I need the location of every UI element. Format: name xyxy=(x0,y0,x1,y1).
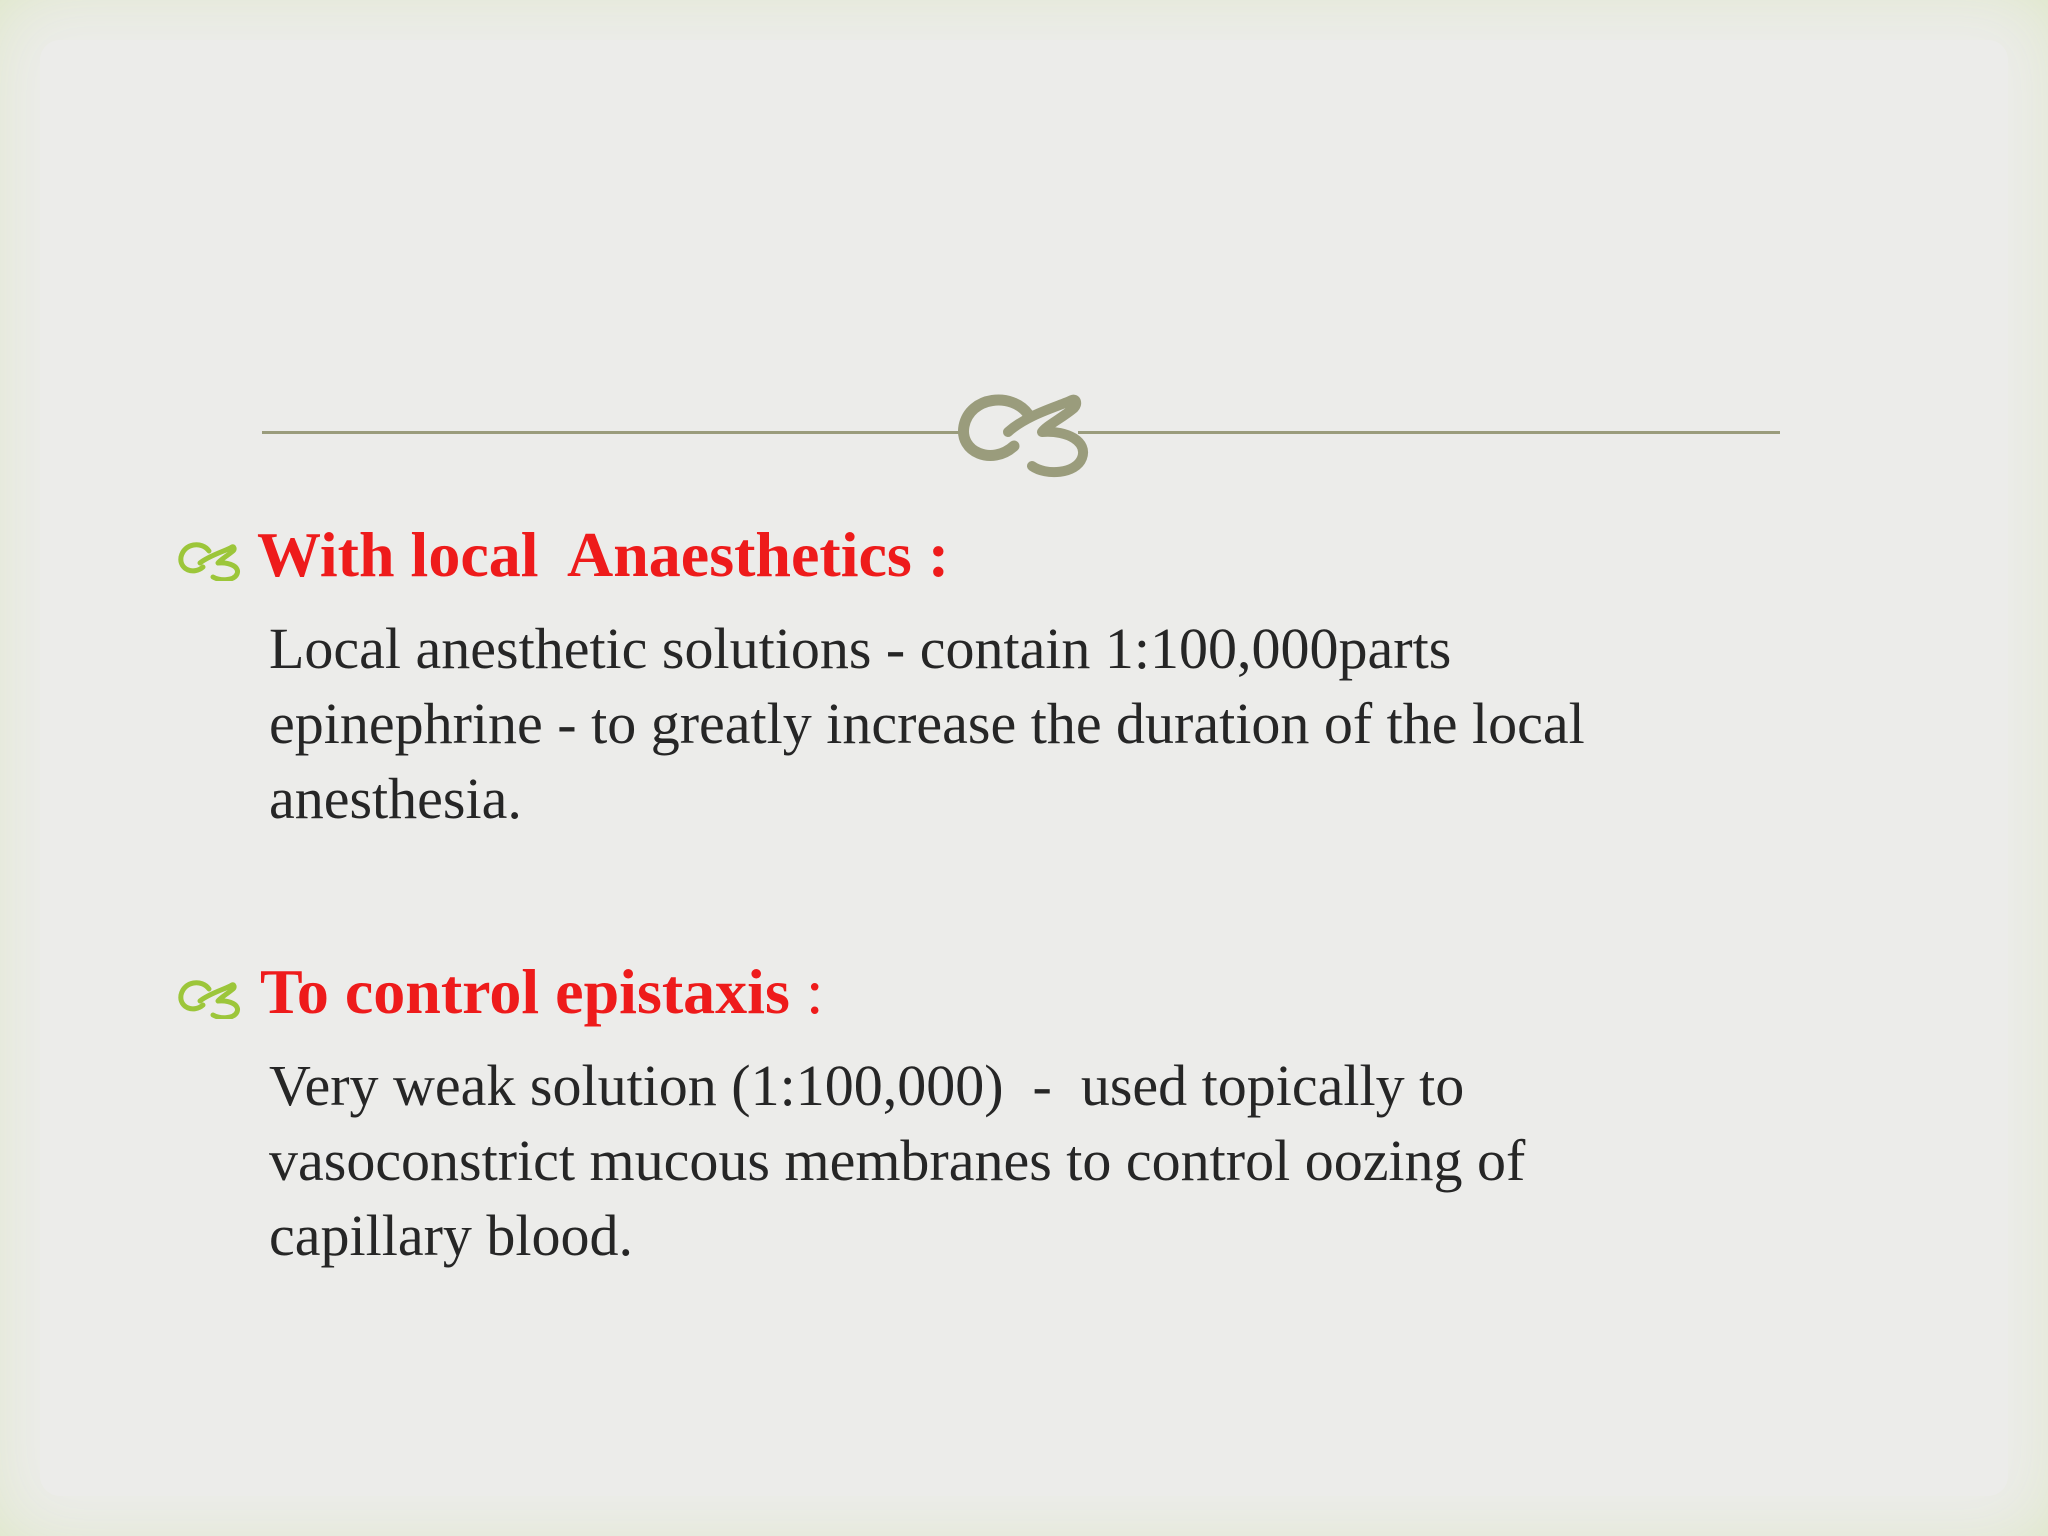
title-divider-left xyxy=(262,431,960,434)
flourish-bullet-icon xyxy=(176,537,246,581)
heading-colon: : xyxy=(789,956,824,1027)
body-line: capillary blood. xyxy=(269,1203,634,1268)
section-body-epistaxis xyxy=(269,1048,1525,1273)
heading-colon: : xyxy=(911,519,950,590)
title-divider-right xyxy=(1078,431,1780,434)
section-heading-epistaxis xyxy=(260,956,824,1027)
section-heading-local-anaesthetics xyxy=(257,519,950,590)
body-line: epinephrine - to greatly increase the duration of the local xyxy=(269,691,1585,756)
heading-text: With local Anaesthetics xyxy=(257,519,912,590)
body-line: anesthesia. xyxy=(269,766,522,831)
body-line: vasoconstrict mucous membranes to control oozing of xyxy=(269,1128,1526,1193)
heading-text: To control epistaxis xyxy=(260,956,790,1027)
body-line: Very weak solution (1:100,000) - used topically to xyxy=(269,1053,1465,1118)
flourish-bullet-icon xyxy=(176,975,246,1019)
flourish-ornament-icon xyxy=(950,378,1100,478)
body-line: Local anesthetic solutions - contain 1:100,000parts xyxy=(269,616,1452,681)
section-body-local-anaesthetics xyxy=(269,611,1585,836)
